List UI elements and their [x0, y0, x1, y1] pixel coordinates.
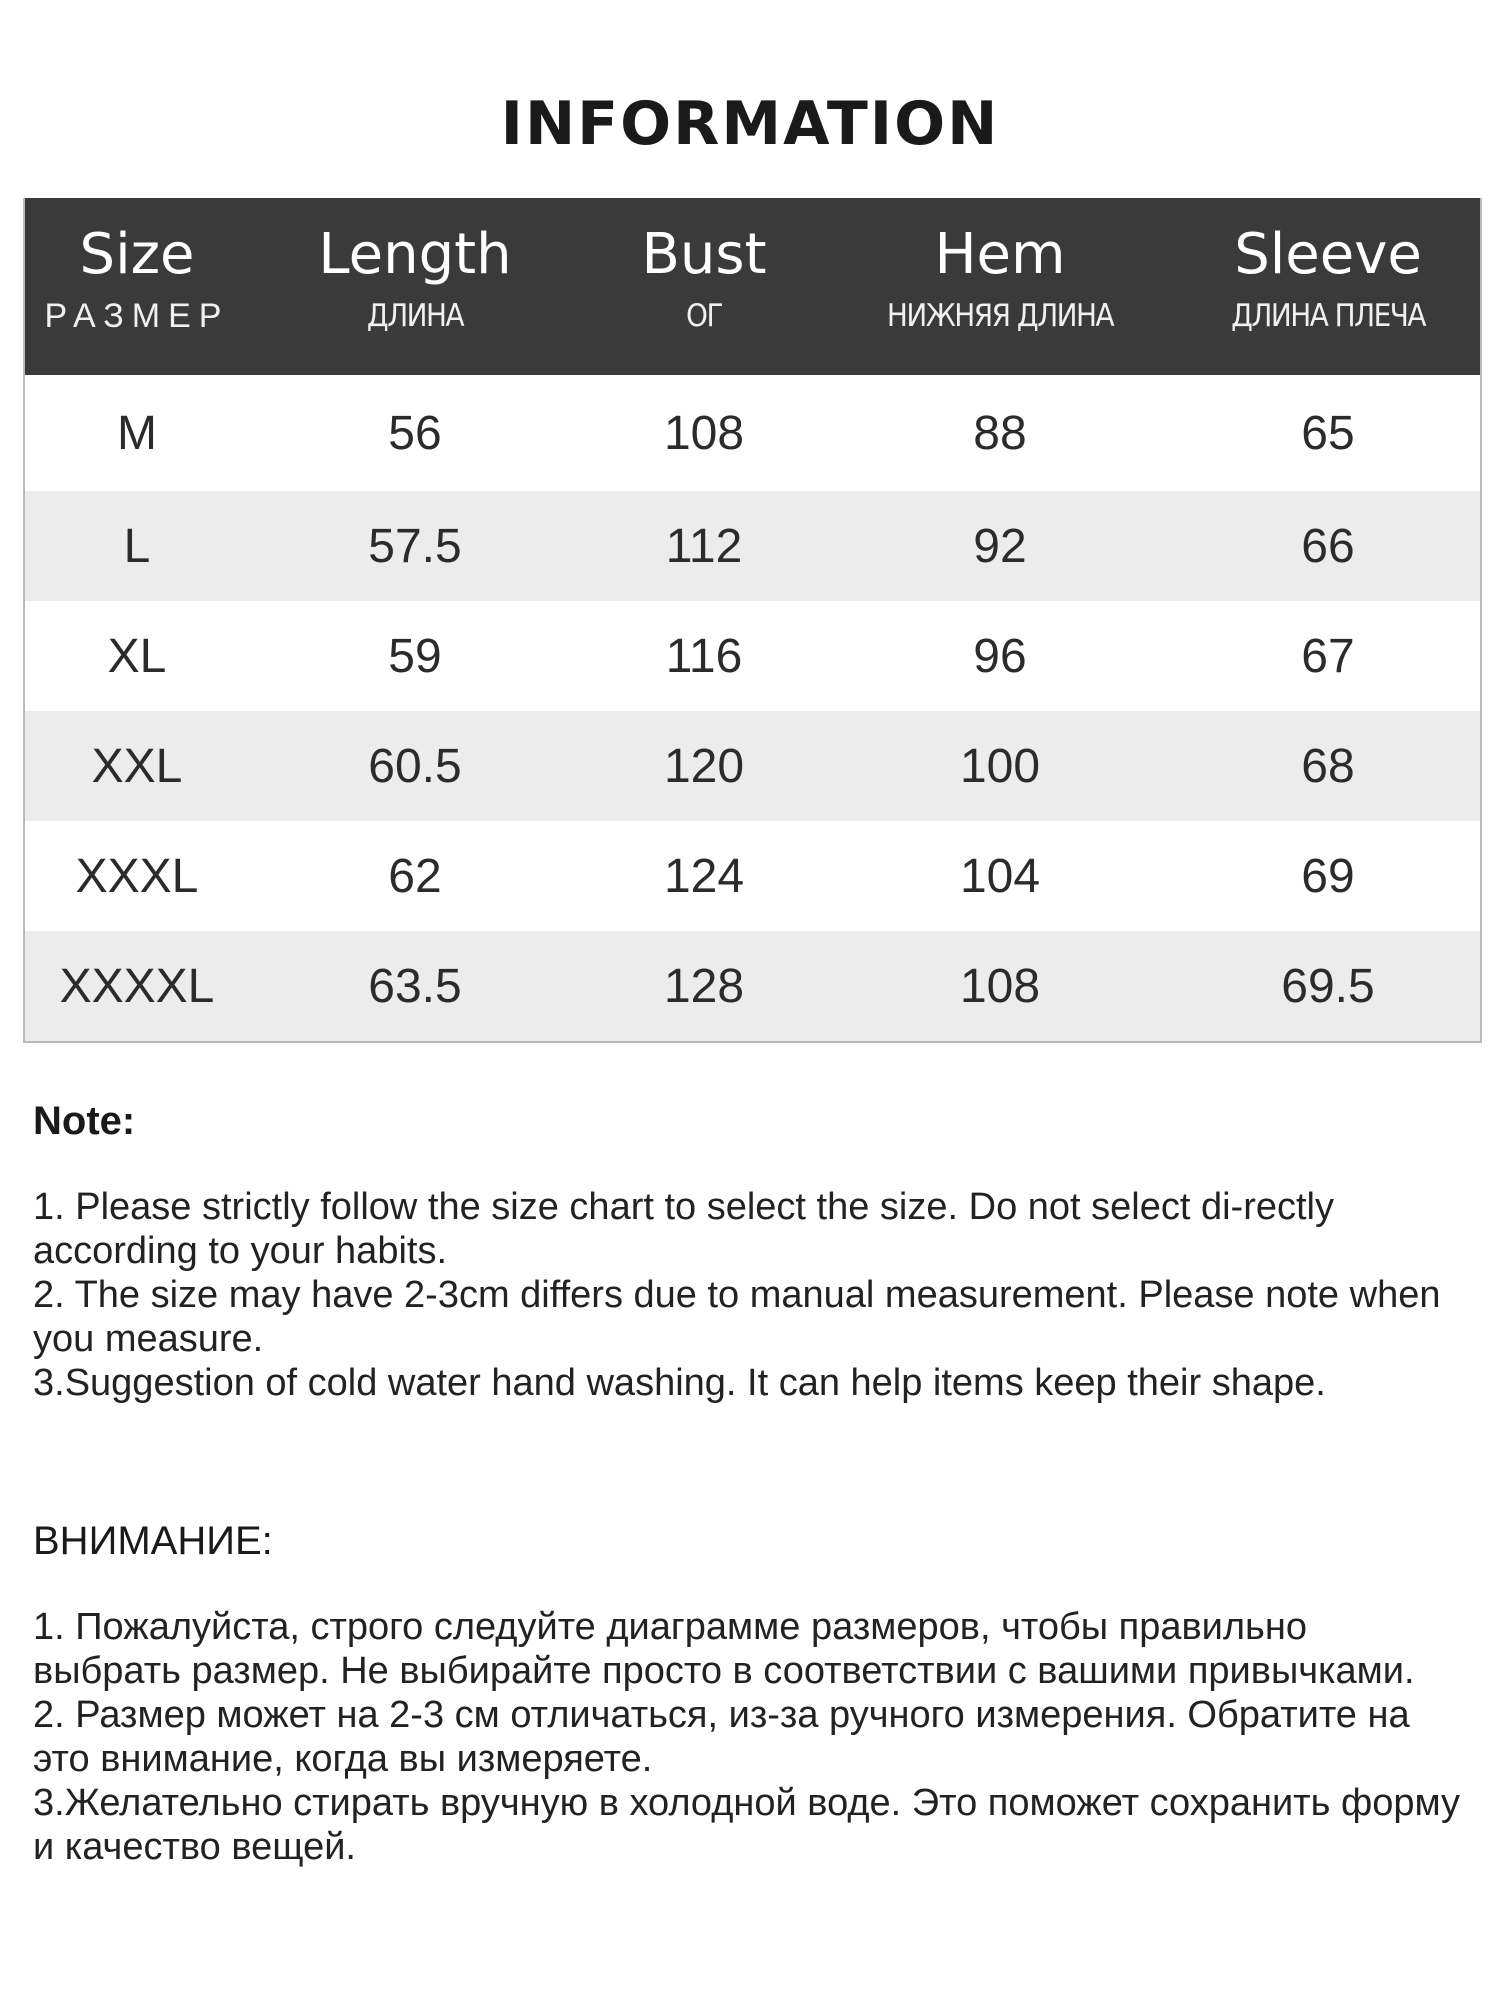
note-item: 1. Please strictly follow the size chart to select the size. Do not select di-rectly according to your habits. — [33, 1186, 1334, 1272]
cell-size: XXXXL — [59, 959, 215, 1013]
cell-length: 59 — [388, 629, 442, 683]
table-row — [25, 711, 1480, 821]
notes-russian — [33, 1517, 1463, 1869]
header-length — [318, 198, 511, 375]
cell-length: 57.5 — [368, 519, 462, 573]
note-item: 3.Suggestion of cold water hand washing. It can help items keep their shape. — [33, 1362, 1326, 1404]
size-chart-table — [23, 198, 1482, 1043]
header-sleeve — [1231, 198, 1425, 375]
header-length-label: Length — [318, 222, 512, 287]
cell-bust: 116 — [665, 629, 743, 683]
notes-list-ru — [33, 1605, 1463, 1869]
cell-sleeve: 65 — [1301, 406, 1355, 460]
header-size — [45, 198, 230, 375]
note-item: 1. Пожалуйста, строго следуйте диаграмме размеров, чтобы правильно выбрать размер. Не выбирайте просто в соответствии с вашими привычками. — [33, 1606, 1415, 1692]
cell-size: XL — [107, 629, 167, 683]
header-size-label-ru: РАЗМЕР — [44, 297, 230, 335]
table-header — [25, 198, 1480, 375]
cell-hem: 104 — [959, 849, 1041, 903]
cell-bust: 124 — [663, 849, 745, 903]
cell-size: L — [123, 519, 151, 573]
header-bust-label: Bust — [641, 222, 767, 287]
cell-size: M — [117, 406, 157, 460]
cell-bust: 108 — [663, 406, 745, 460]
table-row — [25, 375, 1480, 491]
cell-hem: 100 — [959, 739, 1041, 793]
header-bust-label-ru: ОГ — [686, 298, 722, 334]
table-row — [25, 821, 1480, 931]
header-hem — [887, 198, 1113, 375]
cell-sleeve: 67 — [1301, 629, 1355, 683]
notes-list — [33, 1185, 1463, 1405]
header-sleeve-label-ru: ДЛИНА ПЛЕЧА — [1231, 298, 1425, 334]
cell-hem: 96 — [973, 629, 1027, 683]
cell-bust: 128 — [663, 959, 745, 1013]
cell-bust: 120 — [663, 739, 745, 793]
cell-length: 62 — [388, 849, 442, 903]
table-row — [25, 491, 1480, 601]
header-sleeve-label: Sleeve — [1234, 222, 1422, 287]
header-size-label: Size — [79, 222, 195, 287]
header-hem-label: Hem — [934, 222, 1066, 287]
page-title: INFORMATION — [500, 89, 1000, 159]
cell-sleeve: 66 — [1301, 519, 1355, 573]
cell-hem: 108 — [959, 959, 1041, 1013]
table-row — [25, 601, 1480, 711]
cell-hem: 88 — [973, 406, 1027, 460]
cell-sleeve: 69 — [1301, 849, 1355, 903]
cell-size: XXL — [91, 739, 183, 793]
header-length-label-ru: ДЛИНА — [366, 298, 464, 334]
note-item: 2. Размер может на 2-3 см отличаться, из-за ручного измерения. Обратите на это внимание, когда вы измеряете. — [33, 1694, 1410, 1780]
cell-bust: 112 — [665, 519, 743, 573]
notes-heading-ru: ВНИМАНИЕ: — [33, 1519, 273, 1563]
header-bust — [641, 198, 766, 375]
cell-length: 60.5 — [368, 739, 462, 793]
notes-heading: Note: — [33, 1099, 136, 1143]
cell-sleeve: 69.5 — [1281, 959, 1375, 1013]
cell-size: XXXL — [75, 849, 199, 903]
cell-length: 63.5 — [368, 959, 462, 1013]
note-item: 2. The size may have 2-3cm differs due to manual measurement. Please note when you measure. — [33, 1274, 1441, 1360]
header-hem-label-ru: НИЖНЯЯ ДЛИНА — [886, 298, 1114, 334]
note-item: 3.Желательно стирать вручную в холодной воде. Это поможет сохранить форму и качество вещей. — [33, 1782, 1461, 1868]
cell-sleeve: 68 — [1301, 739, 1355, 793]
table-row — [25, 931, 1480, 1041]
notes-english — [33, 1097, 1463, 1405]
cell-length: 56 — [388, 406, 442, 460]
cell-hem: 92 — [973, 519, 1027, 573]
